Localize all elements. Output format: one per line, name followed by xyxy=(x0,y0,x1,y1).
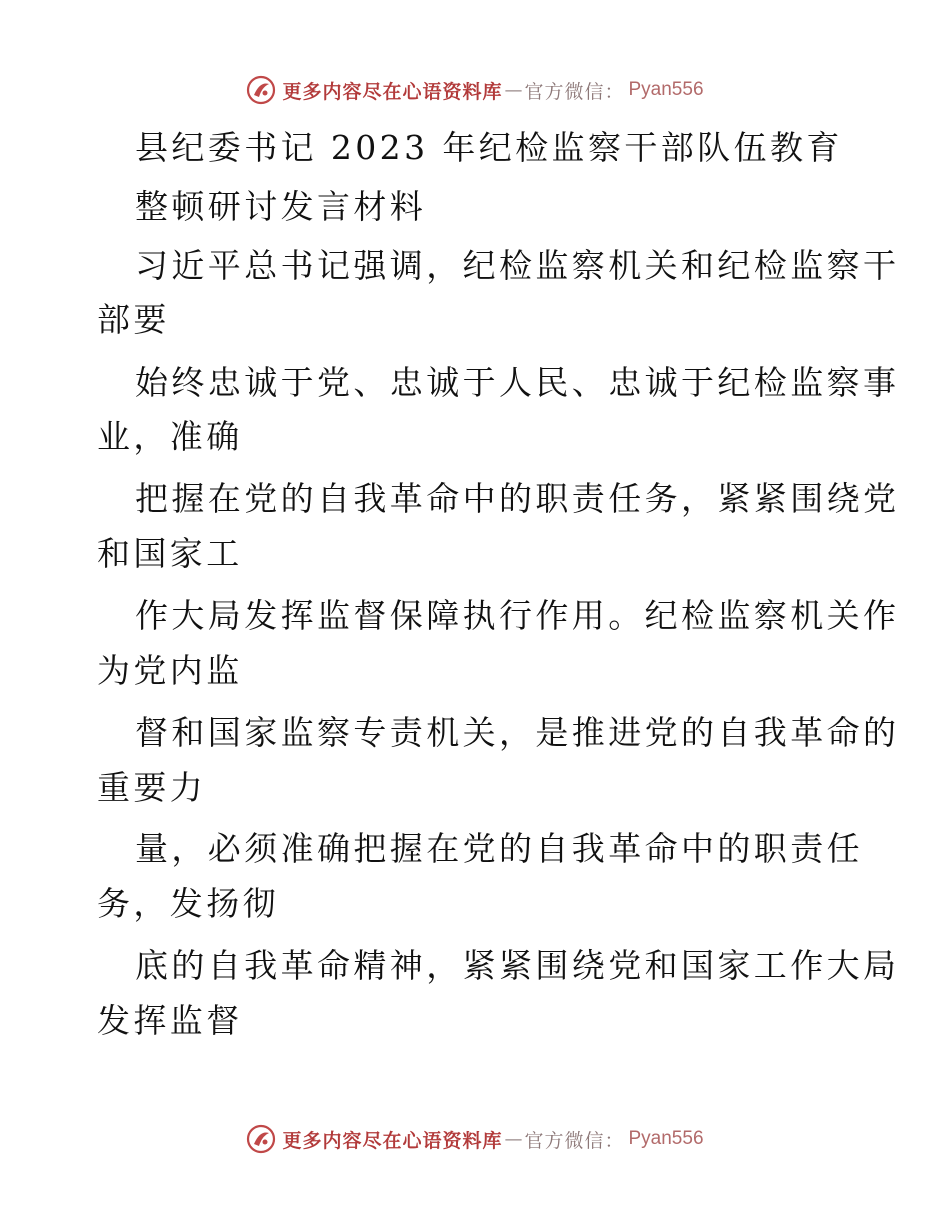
banner-dash: — xyxy=(504,1128,523,1150)
document-title-line-1: 县纪委书记 2023 年纪检监察干部队伍教育 xyxy=(135,128,843,167)
banner-red-text: 更多内容尽在心语资料库 xyxy=(282,80,503,103)
document-title-line-2: 整顿研讨发言材料 xyxy=(135,187,427,226)
banner-wechat-id: Pyan556 xyxy=(628,79,704,100)
paragraph-line: 重要力 xyxy=(97,768,207,807)
paragraph-line: 和国家工 xyxy=(97,534,243,573)
paragraph-line: 习近平总书记强调，纪检监察机关和纪检监察干 xyxy=(135,246,900,285)
paragraph-line: 业，准确 xyxy=(97,417,243,456)
banner-wechat-id: Pyan556 xyxy=(628,1128,704,1149)
header-banner xyxy=(0,72,950,108)
paragraph-line: 务，发扬彻 xyxy=(97,884,279,923)
banner-gray-text: 官方微信： xyxy=(524,80,625,103)
banner-red-text: 更多内容尽在心语资料库 xyxy=(282,1129,503,1152)
paragraph-line: 督和国家监察专责机关，是推进党的自我革命的 xyxy=(135,713,900,752)
paragraph-line: 为党内监 xyxy=(97,651,243,690)
paragraph-line: 量，必须准确把握在党的自我革命中的职责任 xyxy=(135,829,863,868)
paragraph-line: 底的自我革命精神，紧紧围绕党和国家工作大局 xyxy=(135,946,900,985)
paragraph-line: 作大局发挥监督保障执行作用。纪检监察机关作 xyxy=(135,596,900,635)
brand-logo-icon xyxy=(246,1124,276,1154)
banner-dash: — xyxy=(504,79,523,101)
paragraph-line: 把握在党的自我革命中的职责任务，紧紧围绕党 xyxy=(135,479,900,518)
paragraph-line: 始终忠诚于党、忠诚于人民、忠诚于纪检监察事 xyxy=(135,363,900,402)
paragraph-line: 发挥监督 xyxy=(97,1001,243,1040)
brand-logo-icon xyxy=(246,75,276,105)
paragraph-line: 部要 xyxy=(97,300,170,339)
footer-banner xyxy=(0,1121,950,1157)
banner-gray-text: 官方微信： xyxy=(524,1129,625,1152)
